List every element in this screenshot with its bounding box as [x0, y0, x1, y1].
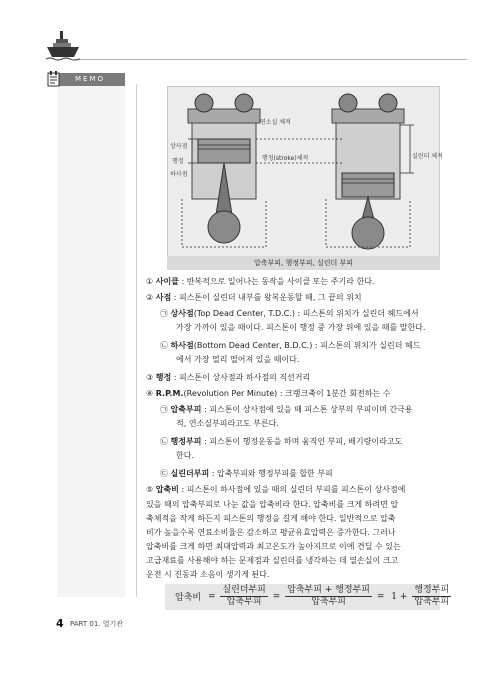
- fraction-denominator: 압축부피: [226, 597, 262, 607]
- item-stroke-volume-continued: 한다.: [176, 451, 194, 460]
- formula-equals: =: [272, 591, 281, 602]
- item-dead-center: [146, 291, 362, 305]
- paragraph-line: 비가 높을수록 연료소비율은 감소하고 평균유효압력은 증가한다. 그러나: [146, 528, 396, 537]
- item-number: ㉢: [160, 469, 168, 478]
- header-rule: [80, 59, 467, 60]
- memo-column: [57, 84, 125, 597]
- item-term: 압축부피: [170, 405, 202, 414]
- formula-fraction-2: [285, 585, 372, 608]
- engine-right-drawing: [326, 94, 410, 249]
- formula-lhs: 압축비: [175, 593, 202, 603]
- item-bdc: [160, 339, 421, 353]
- item-number: ④: [146, 389, 154, 398]
- item-term: 행정: [155, 373, 172, 382]
- paragraph-line: 축체적을 작게 하든지 피스톤의 행정을 길게 해야 한다. 일반적으로 압축: [146, 514, 396, 523]
- item-term: 사점: [155, 293, 172, 302]
- fraction-numerator: 행정부피: [414, 585, 450, 595]
- item-text: (Revolution Per Minute) : 크랭크축이 1분간 회전하는 수: [183, 389, 391, 398]
- item-bdc-continued: 에서 가장 멀리 떨어져 있을 때이다.: [176, 355, 300, 364]
- formula-equals: =: [207, 591, 216, 602]
- label-stroke-volume: 행정(stroke)체적: [262, 155, 309, 162]
- item-stroke-volume: [160, 435, 402, 449]
- item-number: ㉠: [160, 405, 168, 414]
- item-text: : 피스톤이 하사점에 있을 때의 실린더 부피를 피스톤이 상사점에: [178, 485, 406, 494]
- compression-ratio-formula: [165, 584, 450, 610]
- item-text: : 반복적으로 일어나는 동작을 사이클 또는 주기라 한다.: [178, 277, 375, 286]
- item-stroke: [146, 371, 310, 385]
- item-number: ①: [146, 277, 154, 286]
- formula-fraction-1: [220, 585, 267, 608]
- item-text: : 피스톤이 행정운동을 하며 움직인 부피, 배기량이라고도: [201, 437, 403, 446]
- item-tdc-continued: 가장 가까이 있을 때이다. 피스톤이 행정 중 가장 위에 있을 때를 말한다.: [176, 323, 426, 332]
- item-term: 하사점: [170, 341, 194, 350]
- chapter-label: PART 01. 열기관: [70, 620, 124, 628]
- label-bottom-dead-center: 하사점: [170, 171, 188, 178]
- paragraph-line: 고급재료를 사용해야 하는 문제점과 실린더를 냉각하는 데 열손실이 크고: [146, 556, 399, 565]
- item-compression-volume-continued: 적, 연소실부피라고도 부른다.: [176, 419, 279, 428]
- engine-figure: [167, 86, 443, 268]
- item-tdc: [160, 307, 419, 321]
- engine-illustration: [168, 87, 439, 255]
- item-term: R.P.M.: [155, 389, 184, 398]
- fraction-numerator: 압축부피 + 행정부피: [287, 585, 370, 595]
- paragraph-line: 압축비를 크게 하면 최대압력과 최고온도가 높아지므로 이에 견딜 수 있는: [146, 542, 401, 551]
- label-stroke: 행정: [172, 158, 184, 165]
- label-cylinder-volume: 실린더 체적: [412, 153, 443, 160]
- engine-left-drawing: [182, 94, 266, 247]
- label-top-dead-center: 상사점: [170, 143, 188, 150]
- item-number: ㉡: [160, 437, 168, 446]
- formula-fraction-3: [412, 585, 451, 608]
- item-term: 압축비: [155, 485, 179, 494]
- column-divider: [136, 84, 137, 597]
- item-number: ②: [146, 293, 154, 302]
- fraction-numerator: 실린더부피: [222, 585, 266, 595]
- item-term: 사이클: [155, 277, 179, 286]
- notepad-icon: [47, 71, 61, 87]
- memo-label: MEMO: [57, 73, 125, 86]
- fraction-denominator: 압축부피: [414, 597, 450, 607]
- item-compression-ratio: [146, 483, 405, 497]
- item-text: : 피스톤이 실린더 내부를 왕복운동할 때, 그 끝의 위치: [171, 293, 362, 302]
- fraction-denominator: 압축부피: [311, 597, 346, 607]
- formula-equals: =: [376, 591, 385, 602]
- paragraph-line: 운전 시 진동과 소음이 생기게 된다.: [146, 570, 270, 579]
- item-cycle: [146, 275, 375, 289]
- item-rpm: [146, 387, 391, 401]
- item-number: ㉠: [160, 309, 168, 318]
- item-cylinder-volume: [160, 467, 333, 481]
- item-text: (Bottom Dead Center, B.D.C.) : 피스톤의 위치가 실린더 헤드: [193, 341, 421, 350]
- item-term: 행정부피: [170, 437, 202, 446]
- item-term: 실린더부피: [170, 469, 210, 478]
- item-term: 상사점: [170, 309, 194, 318]
- ship-icon: [44, 29, 82, 63]
- item-number: ③: [146, 373, 154, 382]
- item-text: : 피스톤이 상사점과 하사점의 직선거리: [171, 373, 311, 382]
- figure-caption: 압축부피, 행정부피, 실린더 부피: [167, 256, 440, 270]
- item-compression-volume: [160, 403, 413, 417]
- item-number: ㉡: [160, 341, 168, 350]
- item-text: : 압축부피와 행정부피를 합한 부피: [209, 469, 333, 478]
- item-number: ⑤: [146, 485, 154, 494]
- item-text: : 피스톤이 상사점에 있을 때 피스톤 상부의 부피이며 간극용: [201, 405, 413, 414]
- item-text: (Top Dead Center, T.D.C.) : 피스톤의 위치가 실린더 헤드에서: [193, 309, 419, 318]
- paragraph-line: 있을 때의 압축부피로 나눈 값을 압축비라 한다. 압축비를 크게 하려면 압: [146, 500, 399, 509]
- page-number: 4: [56, 617, 64, 630]
- formula-one-plus: 1 +: [391, 591, 408, 602]
- label-combustion-chamber-volume: 연소실 체적: [260, 119, 291, 126]
